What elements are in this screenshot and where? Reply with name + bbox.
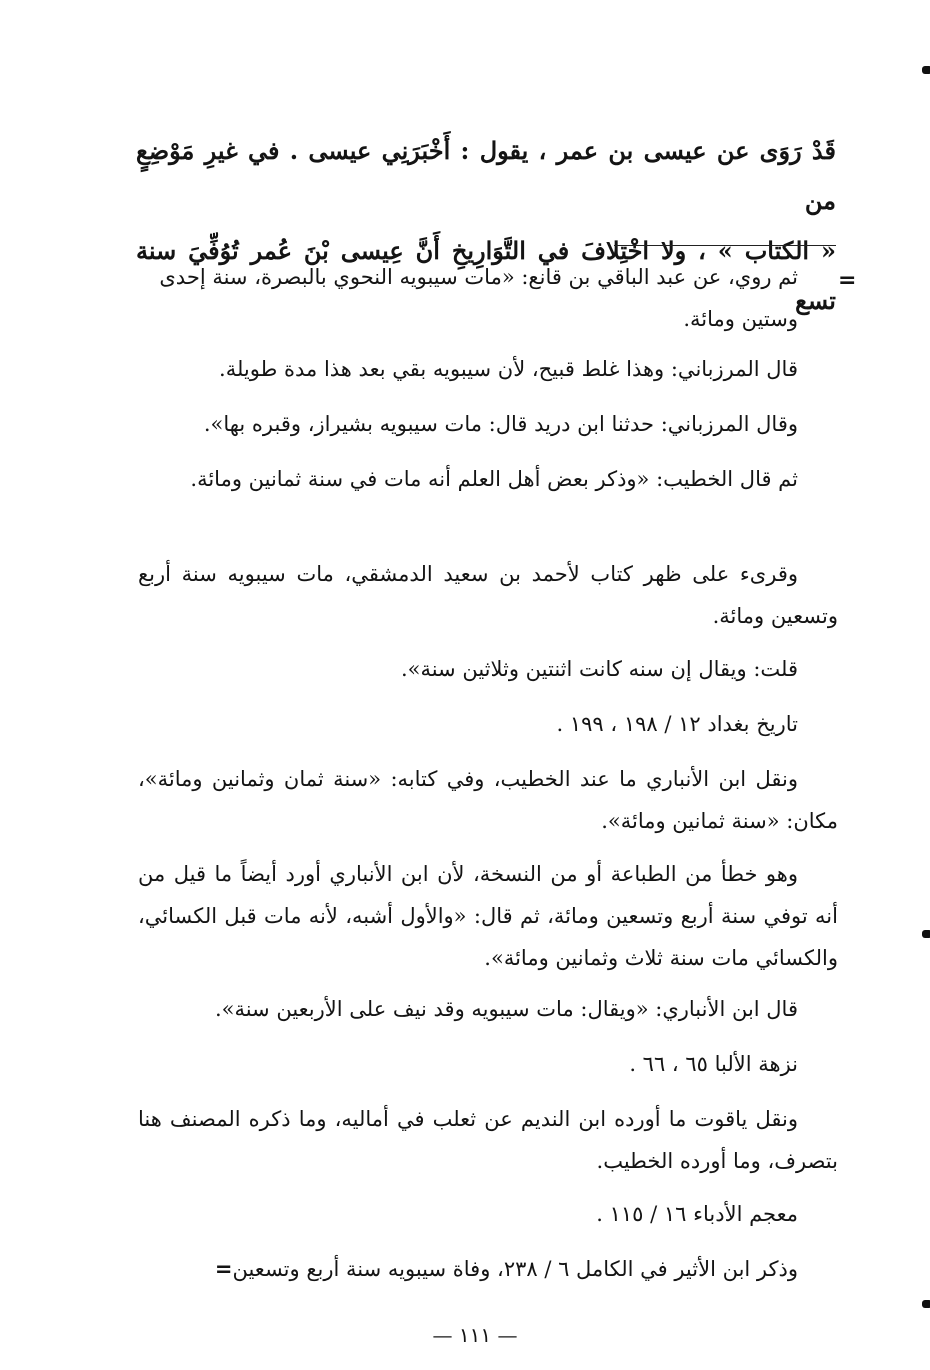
footnote-paragraph: ونقل ابن الأنباري ما عند الخطيب، وفي كتابه: «سنة ثمان وثمانين ومائة»، مكان: «سنة ثمانين ومائة». — [138, 767, 838, 833]
margin-mark — [922, 930, 930, 938]
footnote-paragraph: قال المرزباني: وهذا غلط قبيح، لأن سيبويه بقي بعد هذا مدة طويلة. — [219, 357, 798, 381]
footnote-paragraph — [138, 256, 798, 340]
footnote-paragraph: وقرىء على ظهر كتاب لأحمد بن سعيد الدمشقي، مات سيبويه سنة أربع وتسعين ومائة. — [138, 562, 838, 628]
main-text-line: قَدْ رَوَى عن عيسى بن عمر ، يقول : أَخْبَرَنِي عيسى . في غيرِ مَوْضِعٍ من — [136, 136, 836, 215]
main-text-line: « الكتاب » ، ولا اخْتِلافَ في التَّوَارِيخِ أَنَّ عِيسى بْنَ عُمر تُوُفِّيَ سنة تسع — [136, 236, 836, 315]
footnote-paragraph — [112, 1248, 798, 1290]
footnote-text: ثم روي، عن عبد الباقي بن قانع: «مات سيبويه النحوي بالبصرة، سنة إحدى وستين ومائة. — [159, 265, 798, 331]
footnote-paragraph: ثم قال الخطيب: «وذكر بعض أهل العلم أنه مات في سنة ثمانين ومائة. — [190, 467, 798, 491]
footnote-separator — [614, 245, 836, 246]
footnote-paragraph: قلت: ويقال إن سنه كانت اثنتين وثلاثين سنة». — [400, 657, 798, 681]
footnote-paragraph: وقال المرزباني: حدثنا ابن دريد قال: مات سيبويه بشيراز، وقبره بها». — [203, 412, 798, 436]
footnote-text: وذكر ابن الأثير في الكامل ٦ / ٢٣٨، وفاة سيبويه سنة أربع وتسعين — [232, 1257, 798, 1281]
footnote-paragraph: ونقل ياقوت ما أورده ابن النديم عن ثعلب في أماليه، وما ذكره المصنف هنا بتصرف، وما أورده الخطيب. — [138, 1107, 838, 1173]
footnote-continuation-marker: = — [214, 1257, 233, 1281]
footnote-paragraph: معجم الأدباء ١٦ / ١١٥ . — [596, 1202, 798, 1226]
footnote-paragraph: وهو خطأ من الطباعة أو من النسخة، لأن ابن الأنباري أورد أيضاً ما قيل من أنه توفي سنة أربع وتسعين ومائة، ثم قال: «والأول أشبه، لأنه مات قبل الكسائي، والكسائي مات سنة ثلاث وثمانين ومائة». — [138, 862, 838, 970]
margin-mark — [922, 66, 930, 74]
footnote-paragraph: تاريخ بغداد ١٢ / ١٩٨ ، ١٩٩ . — [556, 712, 798, 736]
footnote-continuation-marker: = — [838, 268, 857, 293]
footnote-paragraph: نزهة الألبا ٦٥ ، ٦٦ . — [629, 1052, 798, 1076]
margin-mark — [922, 1300, 930, 1308]
footnote-paragraph: قال ابن الأنباري: «ويقال: مات سيبويه وقد نيف على الأربعين سنة». — [214, 997, 798, 1021]
page-number: — ١١١ — — [432, 1323, 518, 1347]
